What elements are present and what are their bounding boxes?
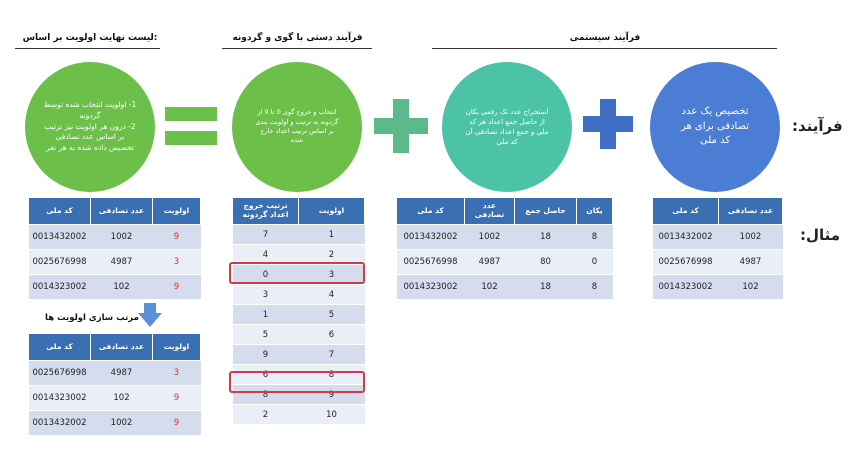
plus-icon	[583, 99, 633, 149]
table-cell: 0014323002	[29, 275, 91, 300]
table-header: کد ملی	[29, 198, 91, 225]
table-cell: 9	[153, 386, 201, 411]
table-row	[653, 250, 783, 275]
table-cell: 9	[153, 225, 201, 250]
table-cell: 102	[91, 275, 153, 300]
table-row	[233, 305, 365, 325]
table-cell: 4	[299, 285, 365, 305]
table-assign	[652, 197, 783, 300]
circle-assign-text: تخصیص یک عدد تصادفی برای هر کد ملی	[680, 106, 750, 147]
table-cell: 3	[233, 285, 299, 305]
table-row	[653, 275, 783, 300]
table-row	[397, 275, 613, 300]
circle-lottery-text: انتخاب و خروج گوی 0 تا 9 از گردونه به ترتیب و اولویت بندی بر اساس ترتیب اعداد خارج شده	[255, 108, 339, 145]
table-cell: 8	[577, 225, 613, 250]
table-cell: 9	[233, 345, 299, 365]
table-row	[29, 411, 201, 436]
table-cell: 2	[233, 405, 299, 425]
circle-assign	[650, 62, 780, 192]
table-header: کد ملی	[29, 334, 91, 361]
table-cell: 0025676998	[29, 361, 91, 386]
table-cell: 3	[153, 250, 201, 275]
table-cell: 4987	[465, 250, 515, 275]
table-row	[233, 345, 365, 365]
table-header: عدد تصادفی	[719, 198, 783, 225]
table-cell: 0025676998	[653, 250, 719, 275]
table-cell: 0	[577, 250, 613, 275]
table-cell: 0025676998	[29, 250, 91, 275]
table-header: عدد تصادفی	[465, 198, 515, 225]
table-header: کد ملی	[653, 198, 719, 225]
table-row	[233, 325, 365, 345]
table-row	[397, 225, 613, 250]
table-row	[29, 275, 201, 300]
table-header: یکان	[577, 198, 613, 225]
table-cell: 0013432002	[29, 411, 91, 436]
table-header: اولویت	[153, 198, 201, 225]
table-cell: 7	[233, 225, 299, 245]
header-user-line	[222, 48, 372, 49]
table-cell: 0014323002	[397, 275, 465, 300]
table-cell: 9	[299, 385, 365, 405]
table-header: حاصل جمع	[515, 198, 577, 225]
header-final-list: لیست نهایت اولویت بر اساس:	[22, 33, 158, 43]
table-cell: 1002	[91, 225, 153, 250]
label-process: فرآیند:	[792, 117, 843, 135]
table-cell: 1002	[465, 225, 515, 250]
table-cell: 1002	[719, 225, 783, 250]
table-cell: 102	[465, 275, 515, 300]
header-system-line	[432, 48, 777, 49]
table-cell: 18	[515, 275, 577, 300]
table-header: اولویت	[299, 198, 365, 225]
highlight-row-9	[229, 371, 365, 393]
table-row	[397, 250, 613, 275]
table-cell: 0025676998	[397, 250, 465, 275]
circle-lottery	[232, 62, 362, 192]
table-cell: 102	[719, 275, 783, 300]
plus-icon	[374, 99, 428, 153]
table-row	[233, 285, 365, 305]
table-cell: 6	[233, 365, 299, 385]
table-cell: 1002	[91, 411, 153, 436]
table-cell: 10	[299, 405, 365, 425]
table-header: اولویت	[153, 334, 201, 361]
table-cell: 6	[299, 325, 365, 345]
table-cell: 102	[91, 386, 153, 411]
table-cell: 0013432002	[29, 225, 91, 250]
highlight-row-3	[229, 262, 365, 284]
sort-priorities-title: مرتب سازی اولویت ها	[45, 313, 139, 323]
arrow-down-icon	[138, 303, 162, 327]
circle-final	[25, 62, 155, 192]
label-example: مثال:	[800, 226, 841, 244]
table-cell: 8	[577, 275, 613, 300]
table-cell: 1	[299, 225, 365, 245]
table-row	[233, 405, 365, 425]
table-cell: 4	[233, 245, 299, 265]
table-header: عدد تصادفی	[91, 334, 153, 361]
table-cell: 7	[299, 345, 365, 365]
table-header: عدد تصادفی	[91, 198, 153, 225]
header-system-process: فرآیند سیستمی	[569, 33, 641, 43]
table-cell: 5	[299, 305, 365, 325]
circle-checksum	[442, 62, 572, 192]
table-cell: 3	[153, 361, 201, 386]
table-cell: 0014323002	[653, 275, 719, 300]
table-checksum	[396, 197, 613, 300]
table-cell: 0013432002	[397, 225, 465, 250]
table-cell: 1	[233, 305, 299, 325]
table-cell: 0014323002	[29, 386, 91, 411]
table-cell: 0013432002	[653, 225, 719, 250]
table-row	[29, 386, 201, 411]
table-cell: 4987	[91, 250, 153, 275]
table-cell: 4987	[91, 361, 153, 386]
table-cell: 0	[233, 265, 299, 285]
table-row	[29, 250, 201, 275]
table-cell: 9	[153, 411, 201, 436]
table-cell: 8	[233, 385, 299, 405]
table-cell: 2	[299, 245, 365, 265]
table-header: ترتیب خروج اعداد گردونه	[233, 198, 299, 225]
header-final-line	[15, 48, 160, 49]
equals-icon	[165, 105, 217, 149]
table-cell: 3	[299, 265, 365, 285]
table-cell: 18	[515, 225, 577, 250]
table-header: کد ملی	[397, 198, 465, 225]
table-cell: 5	[233, 325, 299, 345]
table-row	[29, 361, 201, 386]
table-cell: 80	[515, 250, 577, 275]
table-cell: 4987	[719, 250, 783, 275]
table-final-before	[28, 197, 201, 300]
table-cell: 9	[153, 275, 201, 300]
table-cell: 8	[299, 365, 365, 385]
table-final-after	[28, 333, 201, 436]
circle-final-text: 1- اولویت انتخاب شده توسط گردونه 2- درون هر اولویت نیز ترتیب بر اساس عدد تصادفی تخصیص داده شده به هر نفر	[43, 99, 137, 153]
table-row	[29, 225, 201, 250]
header-user-process: فرآیند دستی با گوی و گردونه	[232, 33, 363, 43]
table-row	[653, 225, 783, 250]
table-row	[233, 225, 365, 245]
circle-checksum-text: استخراج عدد تک رقمی یکان از حاصل جمع اعداد هر کد ملی و جمع اعداد تصادفی آن کد ملی	[465, 107, 549, 147]
